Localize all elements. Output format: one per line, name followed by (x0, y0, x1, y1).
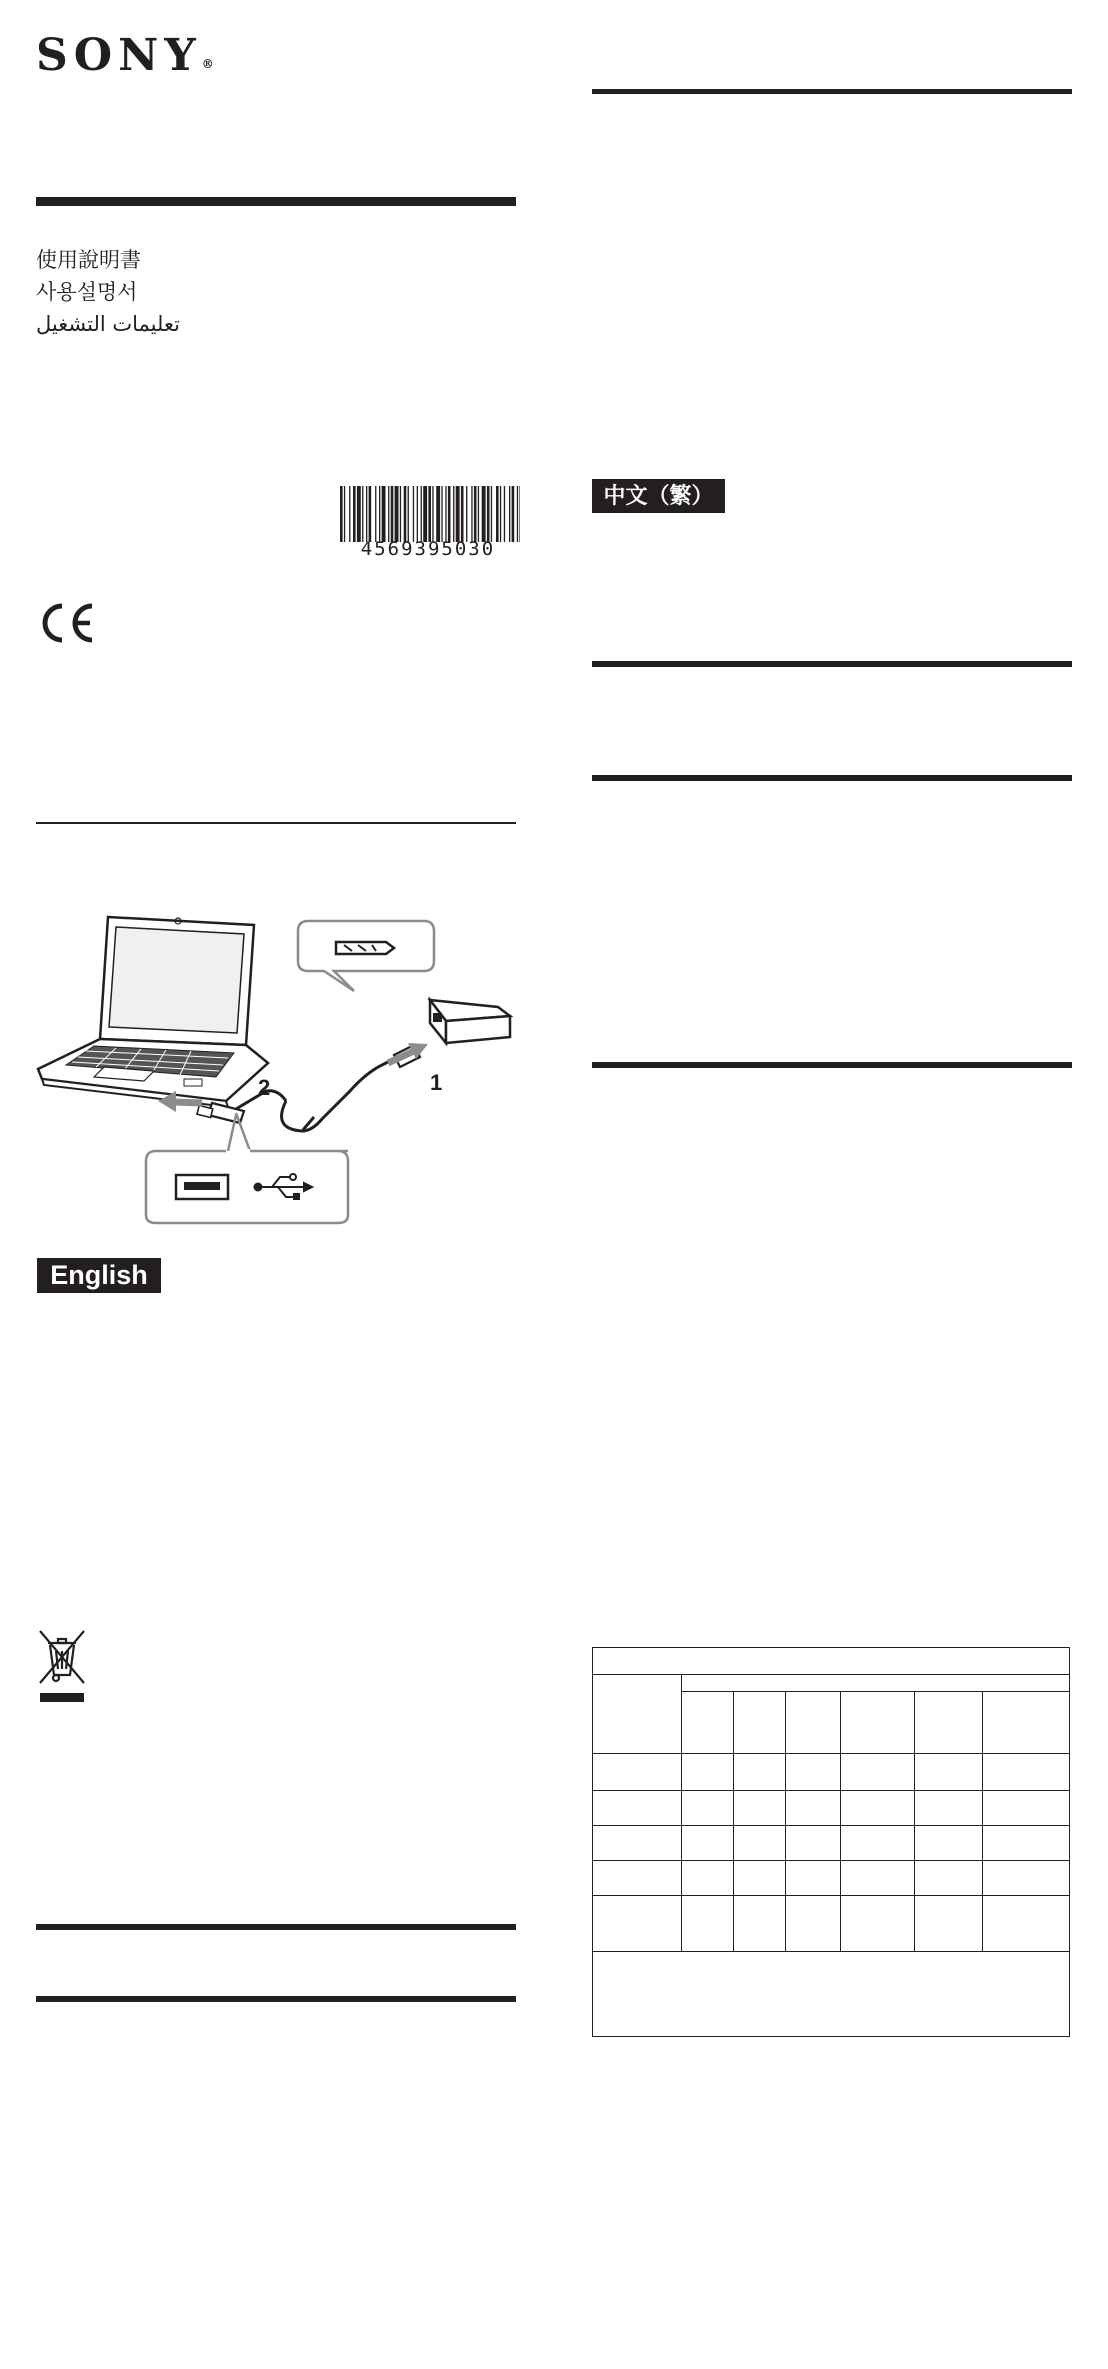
barcode-bar (441, 486, 442, 542)
barcode-bar (474, 486, 477, 542)
table-cell (841, 1754, 915, 1791)
brand-name: SONY (36, 30, 202, 81)
barcode-bar (421, 486, 422, 542)
laptop-icon (38, 917, 271, 1107)
table-cell (593, 1861, 682, 1896)
barcode-bar (340, 486, 343, 542)
barcode-bar (445, 486, 446, 542)
table-cell (734, 1861, 786, 1896)
table-cell (915, 1754, 983, 1791)
barcode-bar (478, 486, 479, 542)
step-label-2: 2 (258, 1075, 271, 1100)
table-cell (786, 1826, 841, 1861)
barcode-bar (362, 486, 363, 542)
table-cell (983, 1861, 1070, 1896)
table-cell (915, 1861, 983, 1896)
table-cell (841, 1791, 915, 1826)
table-cell (786, 1861, 841, 1896)
barcode-bar (496, 486, 499, 542)
barcode-bar (487, 486, 490, 542)
connection-illustration (36, 905, 516, 1225)
barcode-bar (344, 486, 345, 542)
ce-mark-icon (36, 600, 98, 646)
table-header-row (593, 1648, 1070, 1675)
crossed-out-wheelie-bin-icon (36, 1627, 88, 1703)
table-cell (593, 1952, 1070, 2037)
table-cell (786, 1692, 841, 1754)
table-cell (593, 1675, 682, 1754)
barcode-bar (379, 486, 380, 542)
registered-mark: ® (201, 57, 214, 71)
barcode-bar (391, 486, 394, 542)
table-cell (915, 1692, 983, 1754)
table-row (593, 1826, 1070, 1861)
barcode-bar (395, 486, 399, 542)
table-cell (983, 1791, 1070, 1826)
table-cell (915, 1791, 983, 1826)
barcode-bar (453, 486, 454, 542)
barcode-bar (436, 486, 440, 542)
divider-bottom-1 (36, 1924, 516, 1930)
sony-logo (36, 30, 214, 81)
table-footnote-row (593, 1952, 1070, 2037)
table-cell (841, 1896, 915, 1952)
barcode-bar (353, 486, 356, 542)
barcode-bar (366, 486, 367, 542)
table-cell (915, 1826, 983, 1861)
table-cell (983, 1826, 1070, 1861)
table-cell (682, 1861, 734, 1896)
table-cell (593, 1791, 682, 1826)
right-divider-4 (592, 1062, 1072, 1068)
table-cell (682, 1791, 734, 1826)
barcode-bar (417, 486, 418, 542)
table-cell (786, 1754, 841, 1791)
table-row (593, 1754, 1070, 1791)
barcode-bar (404, 486, 407, 542)
right-divider-top (592, 89, 1072, 94)
step-label-1: 1 (430, 1070, 443, 1095)
barcode-bar (413, 486, 414, 542)
hdd-adapter-icon (430, 1000, 510, 1043)
table-cell (841, 1861, 915, 1896)
barcode-bar (519, 486, 520, 542)
barcode-bar (466, 486, 467, 542)
table-cell (841, 1826, 915, 1861)
table-cell (734, 1692, 786, 1754)
right-divider-2 (592, 661, 1072, 667)
barcode-bar (369, 486, 372, 542)
table-row (593, 1791, 1070, 1826)
barcode-bar (432, 486, 433, 542)
table-cell (734, 1896, 786, 1952)
divider-title (36, 197, 516, 206)
barcode-bar (357, 486, 361, 542)
table-cell (682, 1754, 734, 1791)
table-row (593, 1861, 1070, 1896)
table-cell (593, 1896, 682, 1952)
barcode-bar (491, 486, 492, 542)
barcode-number: 4569395030 (360, 538, 496, 560)
manual-title-chinese: 使用說明書 (36, 248, 141, 272)
barcode (340, 486, 520, 542)
barcode-bar (500, 486, 501, 542)
device-callout-icon (298, 921, 434, 991)
table-cell (841, 1692, 915, 1754)
table-cell (593, 1754, 682, 1791)
barcode-bar (504, 486, 505, 542)
table-cell (983, 1896, 1070, 1952)
manual-title-korean: 사용설명서 (36, 280, 138, 304)
barcode-bar (400, 486, 401, 542)
table-cell (682, 1896, 734, 1952)
barcode-bar (428, 486, 431, 542)
table-cell (593, 1648, 1070, 1675)
table-cell (983, 1754, 1070, 1791)
table-cell (983, 1692, 1070, 1754)
divider-bottom-2 (36, 1996, 516, 2002)
barcode-bar (408, 486, 409, 542)
table-cell (682, 1692, 734, 1754)
table-cell (734, 1826, 786, 1861)
barcode-bar (461, 486, 464, 542)
barcode-bar (509, 486, 510, 542)
table-cell (915, 1896, 983, 1952)
barcode-bar (517, 486, 518, 542)
right-divider-3 (592, 775, 1072, 781)
restricted-substances-table (592, 1647, 1070, 2037)
barcode-bar (482, 486, 486, 542)
language-badge-chinese-traditional: 中文（繁） (592, 479, 725, 513)
barcode-bar (471, 486, 472, 542)
table-cell (786, 1896, 841, 1952)
table-cell (682, 1826, 734, 1861)
table-cell (786, 1791, 841, 1826)
table-row (593, 1896, 1070, 1952)
barcode-bar (382, 486, 386, 542)
table-cell (593, 1826, 682, 1861)
barcode-bar (448, 486, 451, 542)
table-cell (734, 1754, 786, 1791)
barcode-bar (388, 486, 389, 542)
barcode-bar (423, 486, 427, 542)
divider-thin (36, 822, 516, 824)
manual-title-arabic: تعليمات التشغيل (36, 312, 180, 336)
barcode-bar (456, 486, 460, 542)
barcode-bar (349, 486, 350, 542)
table-cell (734, 1791, 786, 1826)
language-badge-english: English (37, 1258, 161, 1293)
barcode-bar (512, 486, 515, 542)
table-header-row (593, 1675, 1070, 1692)
barcode-bar (375, 486, 376, 542)
table-cell (682, 1675, 1070, 1692)
usb-port-callout-icon (146, 1113, 348, 1223)
